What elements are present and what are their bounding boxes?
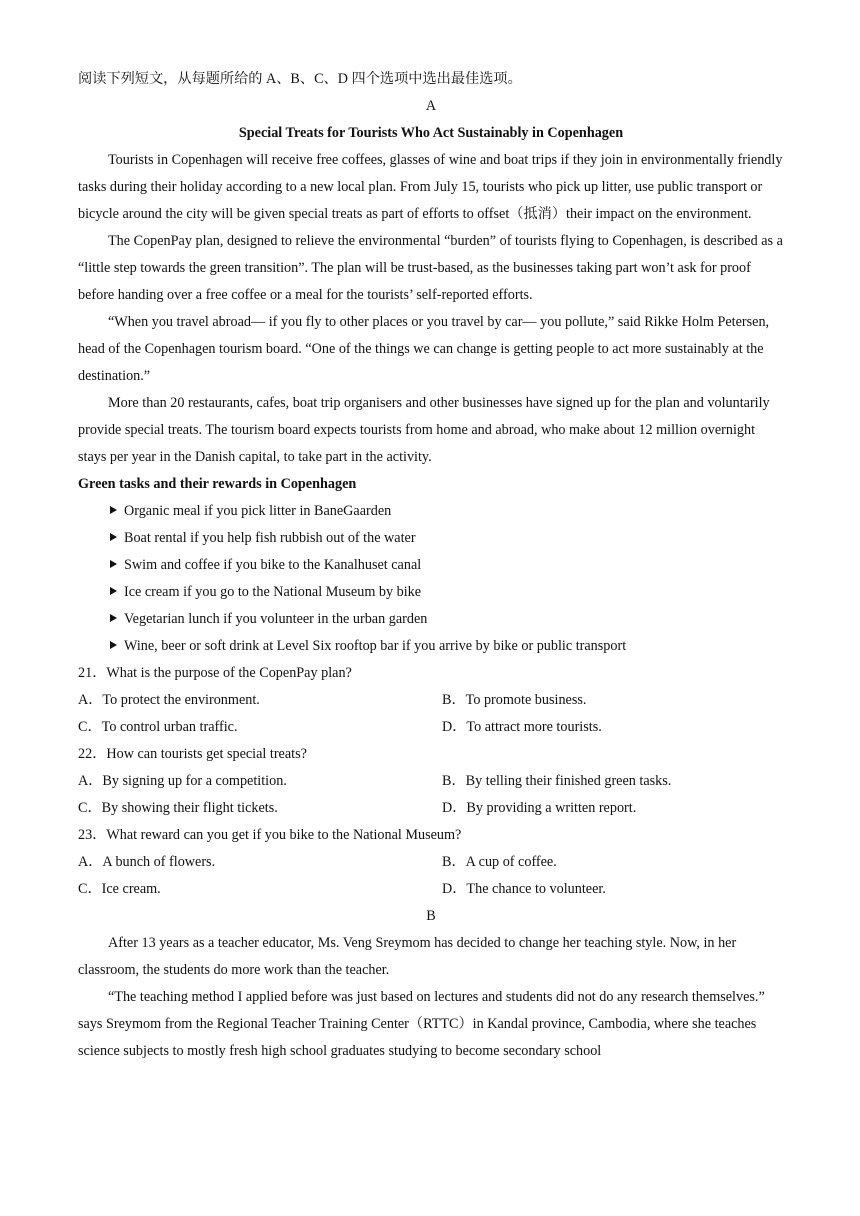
list-item: Boat rental if you help fish rubbish out of the water: [78, 525, 784, 552]
list-item: Wine, beer or soft drink at Level Six rooftop bar if you arrive by bike or public transport: [78, 633, 784, 660]
instruction: 阅读下列短文，从每题所给的 A、B、C、D 四个选项中选出最佳选项。: [78, 71, 522, 87]
list-item: Organic meal if you pick litter in BaneGaarden: [78, 498, 784, 525]
option-row: [78, 768, 784, 795]
list-item: Ice cream if you go to the National Museum by bike: [78, 579, 784, 606]
triangle-bullet-icon: [110, 641, 117, 649]
section-a-paragraph-1: Tourists in Copenhagen will receive free coffees, glasses of wine and boat trips if they join in environmentally friendly tasks during their holiday according to a new local plan. From July 15, tourists who pick up litter, use public transport or bicycle around the city will be given special treats as part of efforts to offset（抵消）their impact on the environment.: [78, 152, 783, 222]
triangle-bullet-icon: [110, 560, 117, 568]
triangle-bullet-icon: [110, 533, 117, 541]
list-heading: Green tasks and their rewards in Copenhagen: [78, 476, 357, 492]
option-b: B．A cup of coffee.: [442, 854, 557, 870]
option-d: D．The chance to volunteer.: [442, 881, 606, 897]
list-item: Swim and coffee if you bike to the Kanalhuset canal: [78, 552, 784, 579]
section-a-paragraph-3: “When you travel abroad— if you fly to other places or you travel by car— you pollute,” said Rikke Holm Petersen, head of the Copenhagen tourism board. “One of the things we can change is getting people to act more sustainably at the destination.”: [78, 314, 770, 384]
option-row: [78, 714, 784, 741]
option-row: [78, 849, 784, 876]
section-a-paragraph-2: The CopenPay plan, designed to relieve the environmental “burden” of tourists flying to Copenhagen, is described as a “little step towards the green transition”. The plan will be trust-based, as the businesses taking part won’t ask for proof before handing over a free coffee or a meal for the tourists’ self-reported efforts.: [78, 233, 783, 303]
section-b-letter: B: [426, 908, 436, 924]
question-stem: 22．How can tourists get special treats?: [78, 746, 307, 762]
option-row: [78, 795, 784, 822]
option-a: A．A bunch of flowers.: [78, 854, 216, 870]
option-d: D．By providing a written report.: [442, 800, 637, 816]
option-a: A．To protect the environment.: [78, 692, 260, 708]
triangle-bullet-icon: [110, 614, 117, 622]
option-d: D．To attract more tourists.: [442, 719, 602, 735]
document-page: [78, 66, 784, 1065]
option-row: [78, 876, 784, 903]
section-b-paragraph-1: After 13 years as a teacher educator, Ms. Veng Sreymom has decided to change her teaching style. Now, in her classroom, the students do more work than the teacher.: [78, 935, 737, 978]
question-stem: 23．What reward can you get if you bike to the National Museum?: [78, 827, 462, 843]
option-b: B．To promote business.: [442, 692, 587, 708]
section-a-paragraph-4: More than 20 restaurants, cafes, boat trip organisers and other businesses have signed up for the plan and voluntarily provide special treats. The tourism board expects tourists from home and abroad, who make about 12 million overnight stays per year in the Danish capital, to take part in the activity.: [78, 395, 770, 465]
option-row: [78, 687, 784, 714]
question-stem: 21．What is the purpose of the CopenPay plan?: [78, 665, 352, 681]
option-c: C．Ice cream.: [78, 881, 161, 897]
section-a-letter: A: [425, 98, 437, 114]
section-a-title: Special Treats for Tourists Who Act Sustainably in Copenhagen: [238, 125, 624, 141]
option-b: B．By telling their finished green tasks.: [442, 773, 672, 789]
option-a: A．By signing up for a competition.: [78, 773, 287, 789]
triangle-bullet-icon: [110, 587, 117, 595]
option-c: C．By showing their flight tickets.: [78, 800, 278, 816]
list-item: Vegetarian lunch if you volunteer in the urban garden: [78, 606, 784, 633]
option-c: C．To control urban traffic.: [78, 719, 238, 735]
triangle-bullet-icon: [110, 506, 117, 514]
section-b-paragraph-2: “The teaching method I applied before was just based on lectures and students did not do any research themselves.” says Sreymom from the Regional Teacher Training Center（RTTC）in Kandal province, Cambodia, where she teaches science subjects to mostly fresh high school graduates studying to become secondary school: [78, 989, 765, 1059]
